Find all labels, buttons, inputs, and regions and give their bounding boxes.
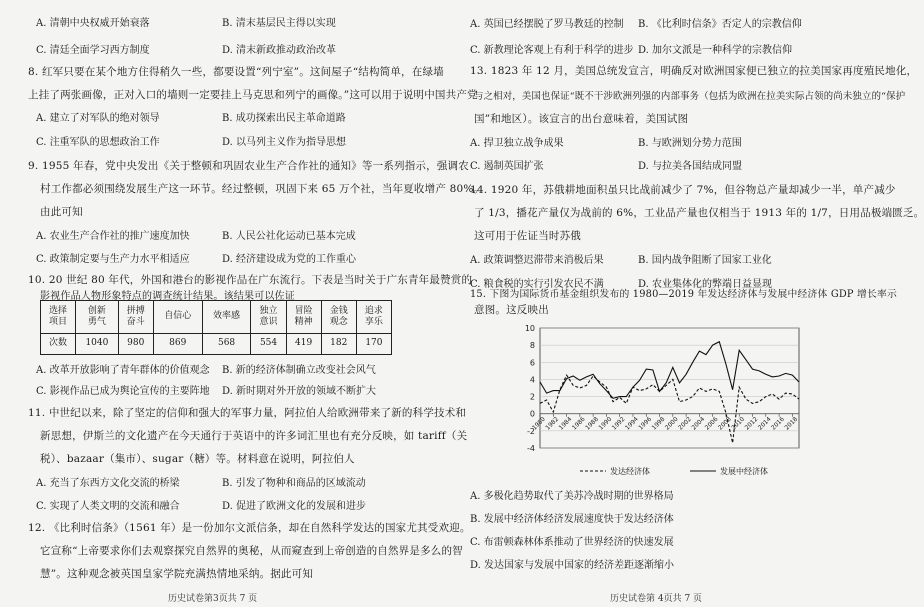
q13-option-a: A. 捍卫独立战争成果 (470, 138, 564, 149)
q8-option-a: A. 建立了对军队的绝对领导 (36, 113, 160, 124)
q11-stem-line: 税）、bazaar（集市）、sugar（糖）等。材料意在说明，阿拉伯人 (40, 453, 355, 465)
q14-option-c: C. 粮食税的实行引发农民不满 (470, 279, 604, 290)
x-tick-label: 1996 (637, 415, 654, 432)
gdp-growth-chart (510, 323, 805, 480)
q11-stem-line: 11. 中世纪以来，除了坚定的信仰和强大的军事力量，阿拉伯人给欧洲带来了新的科学技术和 (28, 407, 467, 419)
x-tick-label: 1982 (544, 415, 561, 432)
table-header: 独立 意识 (251, 301, 286, 334)
q10-stem-line: 10. 20 世纪 80 年代，外国和港台的影视作品在广东流行。下表是当时关于广东青年最赞赏的 (28, 274, 473, 286)
table-cell: 419 (286, 334, 321, 355)
x-tick-label: 1980 (531, 415, 547, 432)
q9-stem-line: 村工作都必须围绕发展生产这一环节。经过整顿，巩固下来 65 万个社，当年夏收增产 80%。 (40, 183, 485, 195)
q7-option-b: B. 清末基层民主得以实现 (222, 18, 336, 29)
q10-option-d: D. 新时期对外开放的领域不断扩大 (222, 386, 377, 397)
table-header: 追求 享乐 (356, 301, 391, 334)
x-tick-label: 1994 (624, 415, 640, 432)
q7-option-d: D. 清末新政推动政治改革 (222, 45, 337, 56)
q15-stem-line: 15. 下图为国际货币基金组织发布的 1980—2019 年发达经济体与发展中经济体 GDP 增长率示 (470, 289, 897, 300)
q15-stem-line: 意图。这反映出 (474, 304, 549, 316)
q12-stem-line: 慧”。这种观念被英国皇家学院充满热情地采纳。据此可知 (40, 568, 314, 580)
q13-option-b: B. 与欧洲划分势力范围 (638, 138, 742, 149)
page-footer: 历史试卷第 4页共 7 页 (610, 594, 703, 604)
survey-table (40, 300, 392, 355)
q11-option-c: C. 实现了人类文明的交流和融合 (36, 501, 180, 512)
x-tick-label: 1988 (584, 415, 600, 432)
x-tick-label: 2004 (690, 415, 707, 432)
q13-stem-line: 13. 1823 年 12 月，美国总统发宣言，明确反对欧洲国家便已独立的拉美国家再度殖民地化， (470, 65, 918, 77)
table-header: 自信心 (153, 301, 202, 334)
x-tick-label: 1990 (597, 415, 614, 432)
q11-option-d: D. 促进了欧洲文化的发展和进步 (222, 501, 367, 512)
q14-option-a: A. 政策调整迟滞带来消极后果 (470, 255, 604, 266)
q14-option-d: D. 农业集体化的弊端日益显现 (638, 279, 773, 290)
table-header: 冒险 精神 (286, 301, 321, 334)
series-line-developing (540, 342, 799, 399)
table-header: 效率感 (202, 301, 251, 334)
q15-option-a: A. 多极化趋势取代了美苏冷战时期的世界格局 (470, 491, 674, 502)
q8-stem-line: 上挂了两张画像，正对入口的墙则一定要挂上马克思和列宁的画像。”这可以用于说明中国共产党 (28, 89, 478, 101)
table-cell: 1040 (76, 334, 119, 355)
right-page (430, 0, 924, 607)
legend-label: 发展中经济体 (720, 467, 768, 476)
y-tick-label: 6 (529, 358, 535, 368)
q9-stem-line: 9. 1955 年春，党中央发出《关于整顿和巩固农业生产合作社的通知》等一系列指示，强调农 (28, 160, 469, 172)
x-tick-label: 1986 (570, 415, 587, 432)
q9-option-b: B. 人民公社化运动已基本完成 (222, 231, 356, 242)
q14-stem-line: 14. 1920 年，苏俄耕地面积虽只比战前减少了 7%，但谷物总产量却减少一半，单产减少 (470, 184, 896, 196)
q7-option-a: A. 清朝中央权威开始衰落 (36, 18, 150, 29)
x-tick-label: 2010 (730, 415, 747, 432)
y-tick-label: 0 (529, 409, 535, 419)
q10-option-c: C. 影视作品已成为舆论宣传的主要阵地 (36, 386, 210, 397)
x-tick-label: 2000 (663, 415, 680, 432)
q8-option-d: D. 以马列主义作为指导思想 (222, 137, 347, 148)
y-tick-label: 8 (529, 341, 535, 351)
q7-option-c: C. 清廷全面学习西方制度 (36, 45, 150, 56)
q10-stem-line: 影视作品人物形象特点的调查统计结果。该结果可以佐证 (40, 291, 295, 302)
page-footer: 历史试卷第3页共 7 页 (168, 594, 258, 604)
x-tick-label: 1998 (650, 415, 667, 432)
table-cell: 869 (153, 334, 202, 355)
q14-stem-line: 这可用于佐证当时苏俄 (474, 230, 581, 242)
y-tick-label: -2 (527, 426, 535, 436)
q15-option-b: B. 发展中经济体经济发展速度快于发达经济体 (470, 514, 674, 525)
q12-option-a: A. 英国已经摆脱了罗马教廷的控制 (470, 19, 624, 30)
q10-option-b: B. 新的经济体制确立改变社会风气 (222, 365, 376, 376)
q8-option-b: B. 成功探索出民主革命道路 (222, 113, 346, 124)
x-tick-label: 2016 (770, 415, 786, 432)
q12-option-b: B. 《比利时信条》否定人的宗教信仰 (638, 19, 802, 30)
q12-stem-line: 12. 《比利时信条》（1561 年）是一份加尔文派信条，却在自然科学发达的国家尤其受欢迎。 (28, 522, 471, 534)
x-tick-label: 2006 (703, 415, 720, 432)
x-tick-label: 1984 (557, 415, 574, 432)
table-cell: 568 (202, 334, 251, 355)
q12-stem-line: 它宣称“上帝要求你们去观察探究自然界的奥秘，从而窥查到上帝创造的自然界是多么的智 (40, 545, 463, 557)
table-header: 拼搏 奋斗 (118, 301, 153, 334)
table-header: 金钱 观念 (321, 301, 356, 334)
table-cell: 170 (356, 334, 391, 355)
table-header: 选择 项目 (41, 301, 76, 334)
q14-option-b: B. 国内战争阻断了国家工业化 (638, 255, 772, 266)
q11-option-a: A. 充当了东西方文化交流的桥梁 (36, 478, 180, 489)
q8-option-c: C. 注重军队的思想政治工作 (36, 137, 160, 148)
x-tick-label: 2012 (743, 415, 760, 432)
q13-stem-line: 国”和地区）。该宣言的出台意味着，美国试图 (474, 113, 689, 125)
table-header: 创新 勇气 (76, 301, 119, 334)
q12-option-c: C. 新教理论客观上有利于科学的进步 (470, 45, 634, 56)
q14-stem-line: 了 1/3，播花产量仅为战前的 6%，工业品产量也仅相当于 1913 年的 1/7，日用品极端匮乏。 (474, 207, 924, 219)
y-tick-label: 10 (524, 324, 535, 333)
q15-option-d: D. 发达国家与发展中国家的经济差距逐渐缩小 (470, 560, 675, 571)
q13-stem-line: 与之相对，美国也保证“既不干涉欧洲列强的内部事务（包括为欧洲在拉美实际占领的尚未独立的“保护 (474, 91, 906, 102)
q9-option-d: D. 经济建设成为党的工作重心 (222, 254, 357, 265)
q9-option-c: C. 政策制定要与生产力水平相适应 (36, 254, 190, 265)
q10-option-a: A. 改革开放影响了青年群体的价值观念 (36, 365, 210, 376)
q12-option-d: D. 加尔文派是一种科学的宗教信仰 (638, 45, 793, 56)
x-tick-label: 2014 (756, 415, 773, 432)
x-tick-label: 1992 (610, 415, 627, 432)
table-cell: 次数 (41, 334, 76, 355)
q11-stem-line: 新思想，伊斯兰的文化遗产在今天通行于英语中的许多词汇里也有充分反映，如 tariff（关 (40, 430, 468, 442)
q13-option-d: D. 与拉美各国结成同盟 (638, 161, 743, 172)
x-tick-label: 2002 (677, 415, 693, 432)
x-tick-label: 2008 (717, 415, 733, 432)
table-cell: 182 (321, 334, 356, 355)
q11-option-b: B. 引发了物种和商品的区域流动 (222, 478, 366, 489)
table-row (41, 334, 392, 355)
legend-label: 发达经济体 (610, 467, 650, 476)
table-header-row (41, 301, 392, 334)
y-tick-label: -4 (527, 444, 535, 453)
table-cell: 980 (118, 334, 153, 355)
q9-stem-line: 由此可知 (40, 206, 83, 218)
x-tick-label: 2018 (783, 415, 800, 432)
y-tick-label: 4 (529, 375, 535, 385)
y-tick-label: 2 (529, 392, 535, 402)
q9-option-a: A. 农业生产合作社的推广速度加快 (36, 231, 190, 242)
gdp-growth-chart-svg (510, 323, 805, 480)
q8-stem-line: 8. 红军只要在某个地方住得稍久一些，都要设置“列宁室”。这间屋子“结构简单，在绿墙 (28, 66, 444, 78)
series-line-advanced (540, 375, 799, 443)
table-cell: 554 (251, 334, 286, 355)
q15-option-c: C. 布雷顿森林体系推动了世界经济的快速发展 (470, 537, 674, 548)
q13-option-c: C. 遏制英国扩张 (470, 161, 544, 172)
